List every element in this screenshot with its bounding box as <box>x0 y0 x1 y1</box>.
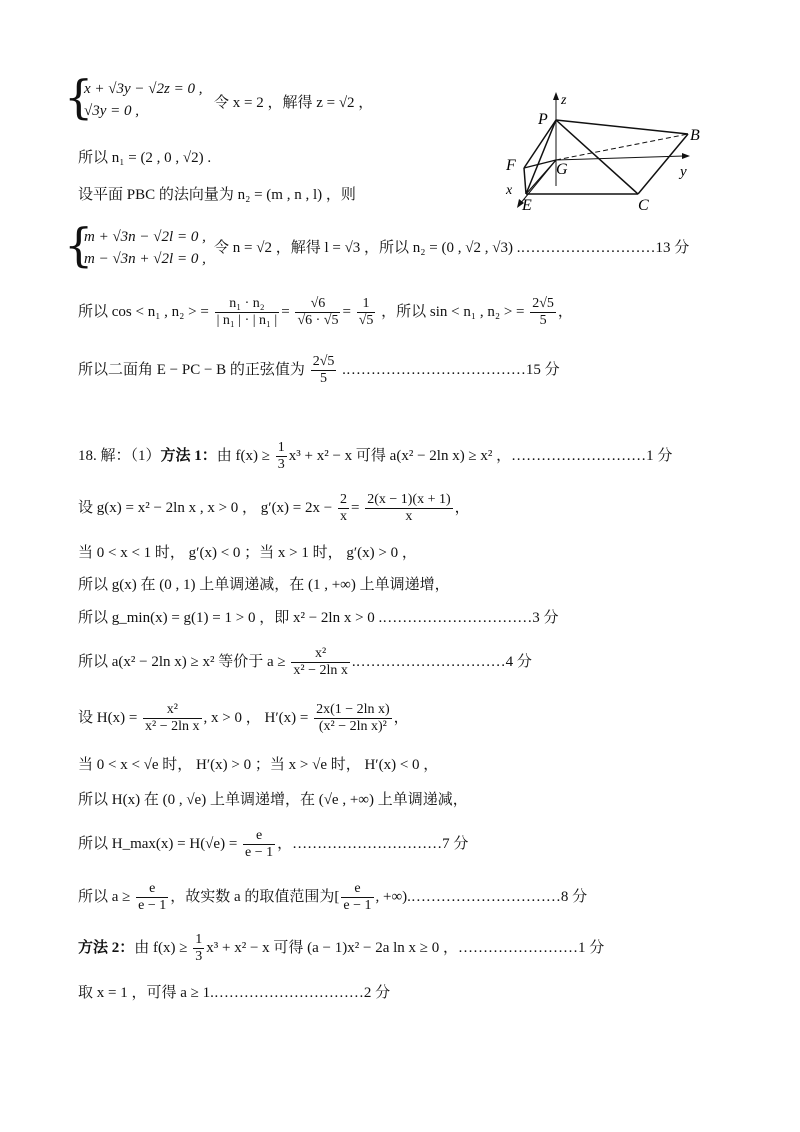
dihedral-line <box>78 350 560 390</box>
sys2-line1: m + √3n − √2l = 0 , <box>84 229 206 245</box>
q18-l2-a: 设 g(x) = x² − 2ln x , x > 0 ， g′(x) = 2x − <box>78 500 333 516</box>
q18-l1-b: 由 f(x) ≥ <box>216 448 270 464</box>
q18-l11-fraction2 <box>341 881 373 914</box>
z-arrow <box>553 92 559 100</box>
method2-label: 方法 2： <box>78 940 135 956</box>
cos-frac2-num: √6 <box>295 296 340 313</box>
q18-line2 <box>78 490 470 526</box>
sys2-line2: m − √3n + √2l = 0 , <box>84 251 206 267</box>
q18-l12-a: 由 f(x) ≥ <box>134 940 188 956</box>
sys2-tail: 令 n = √2 ，解得 l = √3 ，所以 n₂ = (0 , √2 , √3) .………………………13 分 <box>214 240 690 256</box>
q18-l2-frac1 <box>338 492 349 525</box>
cos-prefix: 所以 cos < n₁ , n₂ > = <box>78 304 209 320</box>
label-C: C <box>638 197 649 214</box>
q18-line3: 当 0 < x < 1 时， g′(x) < 0 ；当 x > 1 时， g′(x) > 0 ， <box>78 545 417 561</box>
q18-l11-tail: , +∞).…………………………8 分 <box>375 889 588 905</box>
cos-frac2-den: √6 · √5 <box>297 313 339 329</box>
label-B: B <box>690 127 700 144</box>
plane-line: 设平面 PBC 的法向量为 n₂ = (m , n , l) ，则 <box>78 187 356 203</box>
q18-l1-fraction <box>276 440 287 473</box>
q18-l2-frac2 <box>365 492 452 525</box>
q18-l12-num: 1 <box>195 932 203 948</box>
q18-line1 <box>78 438 672 474</box>
q18-l6-fraction <box>291 646 349 679</box>
sin-part: ，所以 sin < n₁ , n₂ > = <box>381 304 525 320</box>
sys1-tail: 令 x = 2 ，解得 z = √2 ， <box>214 95 374 111</box>
q18-l11-den2: e − 1 <box>343 898 372 914</box>
q18-l12-den: 3 <box>195 949 203 965</box>
edge-GE <box>526 160 556 194</box>
q18-line9: 所以 H(x) 在 (0 , √e) 上单调递增，在 (√e , +∞) 上单调递减， <box>78 792 468 808</box>
sys1-line1: x + √3y − √2z = 0 , <box>84 81 203 97</box>
q18-l1-den: 3 <box>277 457 285 473</box>
q18-l2-eq: = <box>350 500 360 516</box>
method1-label: 方法 1： <box>160 448 217 464</box>
q18-l11-a: 所以 a ≥ <box>78 889 131 905</box>
dihedral-fraction <box>311 354 337 387</box>
equation-system-2 <box>84 226 206 270</box>
sin-fraction <box>530 296 556 329</box>
cos-frac3-den: √5 <box>358 313 374 329</box>
y-arrow <box>682 153 690 159</box>
q18-l7-tail: ， <box>393 710 409 726</box>
q18-line11 <box>78 879 587 915</box>
q18-line8: 当 0 < x < √e 时， H′(x) > 0 ；当 x > √e 时， H′(x) < 0 ， <box>78 757 439 773</box>
brace-sys1: { <box>64 70 94 124</box>
label-P: P <box>538 111 548 128</box>
cos-frac1-den: | n₁ | · | n₁ | <box>216 313 278 329</box>
cos-fraction-1 <box>215 296 280 329</box>
q18-line7 <box>78 700 409 736</box>
label-G: G <box>556 161 568 178</box>
sin-den: 5 <box>539 313 547 329</box>
q18-line12 <box>78 930 604 966</box>
q18-l6-num: x² <box>291 646 349 663</box>
q18-l2-f1-num: 2 <box>339 492 347 508</box>
q18-heading: 18. 解：（1） <box>78 448 161 464</box>
q18-l10-num: e <box>243 828 275 845</box>
cos-fraction-2 <box>295 296 340 329</box>
q18-l2-f1-den: x <box>339 509 347 525</box>
label-F: F <box>506 157 516 174</box>
brace-sys2: { <box>64 218 94 272</box>
sys1-line2: √3y = 0 , <box>84 103 140 119</box>
q18-line13: 取 x = 1 ，可得 a ≥ 1.…………………………2 分 <box>78 985 391 1001</box>
q18-l6-den: x² − 2ln x <box>293 663 348 679</box>
q18-l7-fraction2 <box>314 702 392 735</box>
q18-l11-num2: e <box>341 881 373 898</box>
q18-line10 <box>78 826 468 862</box>
edge-PC <box>556 120 638 194</box>
label-z: z <box>561 93 567 108</box>
q18-l1-c: x³ + x² − x 可得 a(x² − 2ln x) ≥ x² ，………………………1 分 <box>288 448 673 464</box>
q18-l12-fraction <box>193 932 204 965</box>
q18-line5: 所以 g_min(x) = g(1) = 1 > 0 ，即 x² − 2ln x > 0 .…………………………3 分 <box>78 610 559 626</box>
dihedral-num: 2√5 <box>312 354 335 370</box>
q18-l11-den1: e − 1 <box>138 898 167 914</box>
q18-l7-num1: x² <box>143 702 201 719</box>
label-x: x <box>506 183 513 198</box>
q18-l2-f2-den: x <box>405 509 413 525</box>
label-y: y <box>680 164 687 180</box>
q18-l6-tail: .…………………………4 分 <box>351 654 532 670</box>
q18-l1-num: 1 <box>277 440 285 456</box>
q18-l10-a: 所以 H_max(x) = H(√e) = <box>78 836 238 852</box>
sin-num: 2√5 <box>532 296 554 312</box>
edge-FE <box>524 168 526 194</box>
q18-l12-b: x³ + x² − x 可得 (a − 1)x² − 2a ln x ≥ 0 ，……………………1 分 <box>206 940 605 956</box>
geometry-figure <box>498 86 718 216</box>
edge-PB <box>556 120 688 134</box>
cos-frac3-num: 1 <box>357 296 376 313</box>
equation-system-1 <box>84 78 202 122</box>
dihedral-tail: .………………………………15 分 <box>342 362 560 378</box>
dihedral-den: 5 <box>320 371 328 387</box>
q18-l2-f2-num: 2(x − 1)(x + 1) <box>367 492 451 508</box>
q18-l11-fraction1 <box>136 881 168 914</box>
q18-l7-a: 设 H(x) = <box>78 710 138 726</box>
q18-l7-num2: 2x(1 − 2ln x) <box>316 702 390 718</box>
q18-l7-den1: x² − 2ln x <box>145 719 200 735</box>
q18-line6 <box>78 644 532 680</box>
q18-l10-tail: ，…………………………7 分 <box>277 836 469 852</box>
q18-l7-den2: (x² − 2ln x)² <box>318 719 387 735</box>
n1-line: 所以 n₁ = (2 , 0 , √2) . <box>78 150 212 166</box>
q18-l11-b: ，故实数 a 的取值范围为[ <box>170 889 340 905</box>
cos-frac1-num: n₁ · n₂ <box>215 296 280 313</box>
label-E: E <box>522 197 532 214</box>
q18-l10-fraction <box>243 828 275 861</box>
q18-l7-b: , x > 0 ， H′(x) = <box>203 710 309 726</box>
q18-line4: 所以 g(x) 在 (0 , 1) 上单调递减，在 (1 , +∞) 上单调递增， <box>78 577 450 593</box>
cos-fraction-3 <box>357 296 376 329</box>
q18-l11-num1: e <box>136 881 168 898</box>
q18-l2-tail: ， <box>454 500 470 516</box>
q18-l10-den: e − 1 <box>245 845 274 861</box>
q18-l6-a: 所以 a(x² − 2ln x) ≥ x² 等价于 a ≥ <box>78 654 286 670</box>
cos-line: 所以 cos < n₁ , n₂ > = $\frac{\text{n₁ · n₂}}{\text{| n₁ | · | n₁ |}}$ = $\frac{√6}{√6 \cdot √5}$ = $\frac{1}{√5}$ ，所以 sin < n₁ , n₂ > = $\frac{2√5}{5}$ ， <box>78 296 573 329</box>
q18-l7-fraction1 <box>143 702 201 735</box>
dihedral-prefix: 所以二面角 E − PC − B 的正弦值为 <box>78 362 305 378</box>
